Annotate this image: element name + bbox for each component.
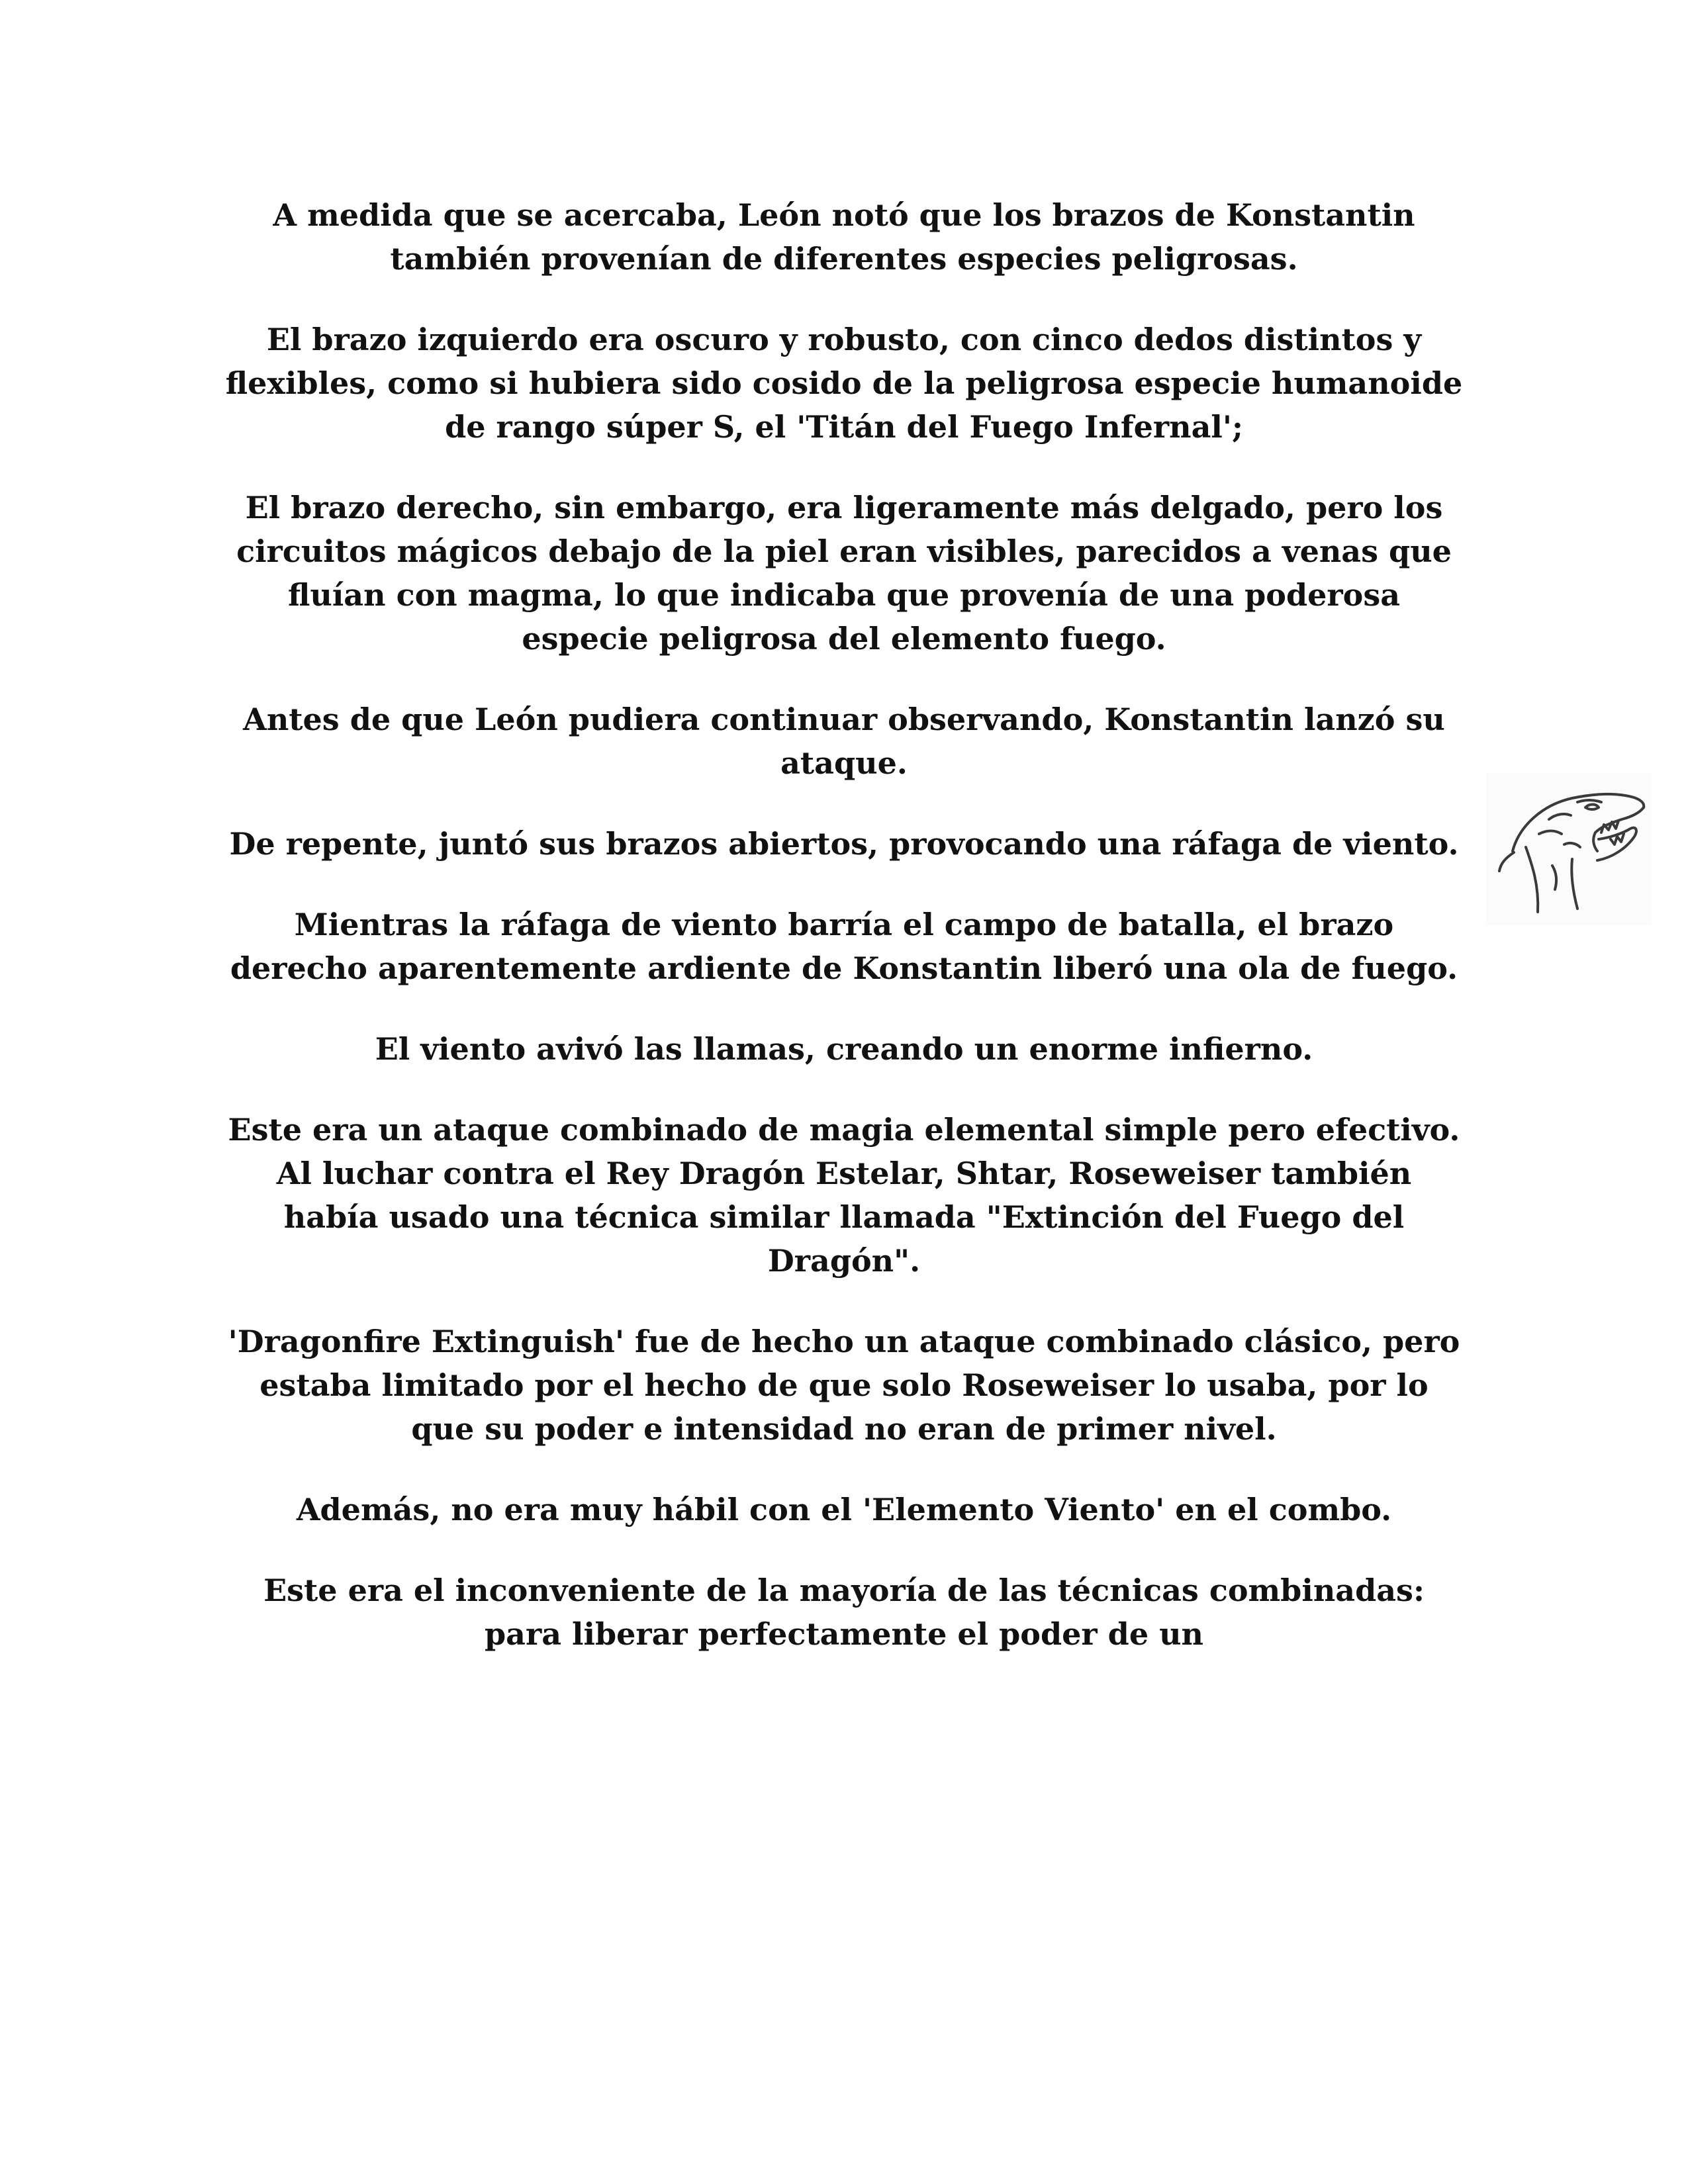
paragraph-10: Además, no era muy hábil con el 'Elemento Viento' en el combo. xyxy=(296,1492,1392,1527)
paragraph-5: De repente, juntó sus brazos abiertos, provocando una ráfaga de viento. xyxy=(229,826,1459,862)
story-text xyxy=(225,193,1463,1693)
paragraph-8: Este era un ataque combinado de magia elemental simple pero efectivo. Al luchar contra el Rey Dragón Estelar, Shtar, Roseweiser también había usado una técnica similar llamada "Extinción del Fuego del Dragón". xyxy=(228,1112,1460,1279)
paragraph-11: Este era el inconveniente de la mayoría de las técnicas combinadas: para liberar perfectamente el poder de un xyxy=(263,1572,1425,1652)
paragraph-2: El brazo izquierdo era oscuro y robusto, con cinco dedos distintos y flexibles, como si hubiera sido cosido de la peligrosa especie humanoide de rango súper S, el 'Titán del Fuego Infernal'; xyxy=(225,322,1463,445)
paragraph-4: Antes de que León pudiera continuar observando, Konstantin lanzó su ataque. xyxy=(243,702,1445,781)
dinosaur-sketch-icon xyxy=(1486,773,1652,925)
paragraph-6: Mientras la ráfaga de viento barría el campo de batalla, el brazo derecho aparentemente ardiente de Konstantin liberó una ola de fuego. xyxy=(230,907,1458,986)
paragraph-1: A medida que se acercaba, León notó que los brazos de Konstantin también provenían de diferentes especies peligrosas. xyxy=(273,197,1415,277)
paragraph-7: El viento avivó las llamas, creando un enorme infierno. xyxy=(375,1031,1313,1067)
paragraph-9: 'Dragonfire Extinguish' fue de hecho un ataque combinado clásico, pero estaba limitado por el hecho de que solo Roseweiser lo usaba, por lo que su poder e intensidad no eran de primer nivel. xyxy=(228,1324,1460,1447)
paragraph-3: El brazo derecho, sin embargo, era ligeramente más delgado, pero los circuitos mágicos debajo de la piel eran visibles, parecidos a venas que fluían con magma, lo que indicaba que provenía de una poderosa especie peligrosa del elemento fuego. xyxy=(236,490,1452,657)
